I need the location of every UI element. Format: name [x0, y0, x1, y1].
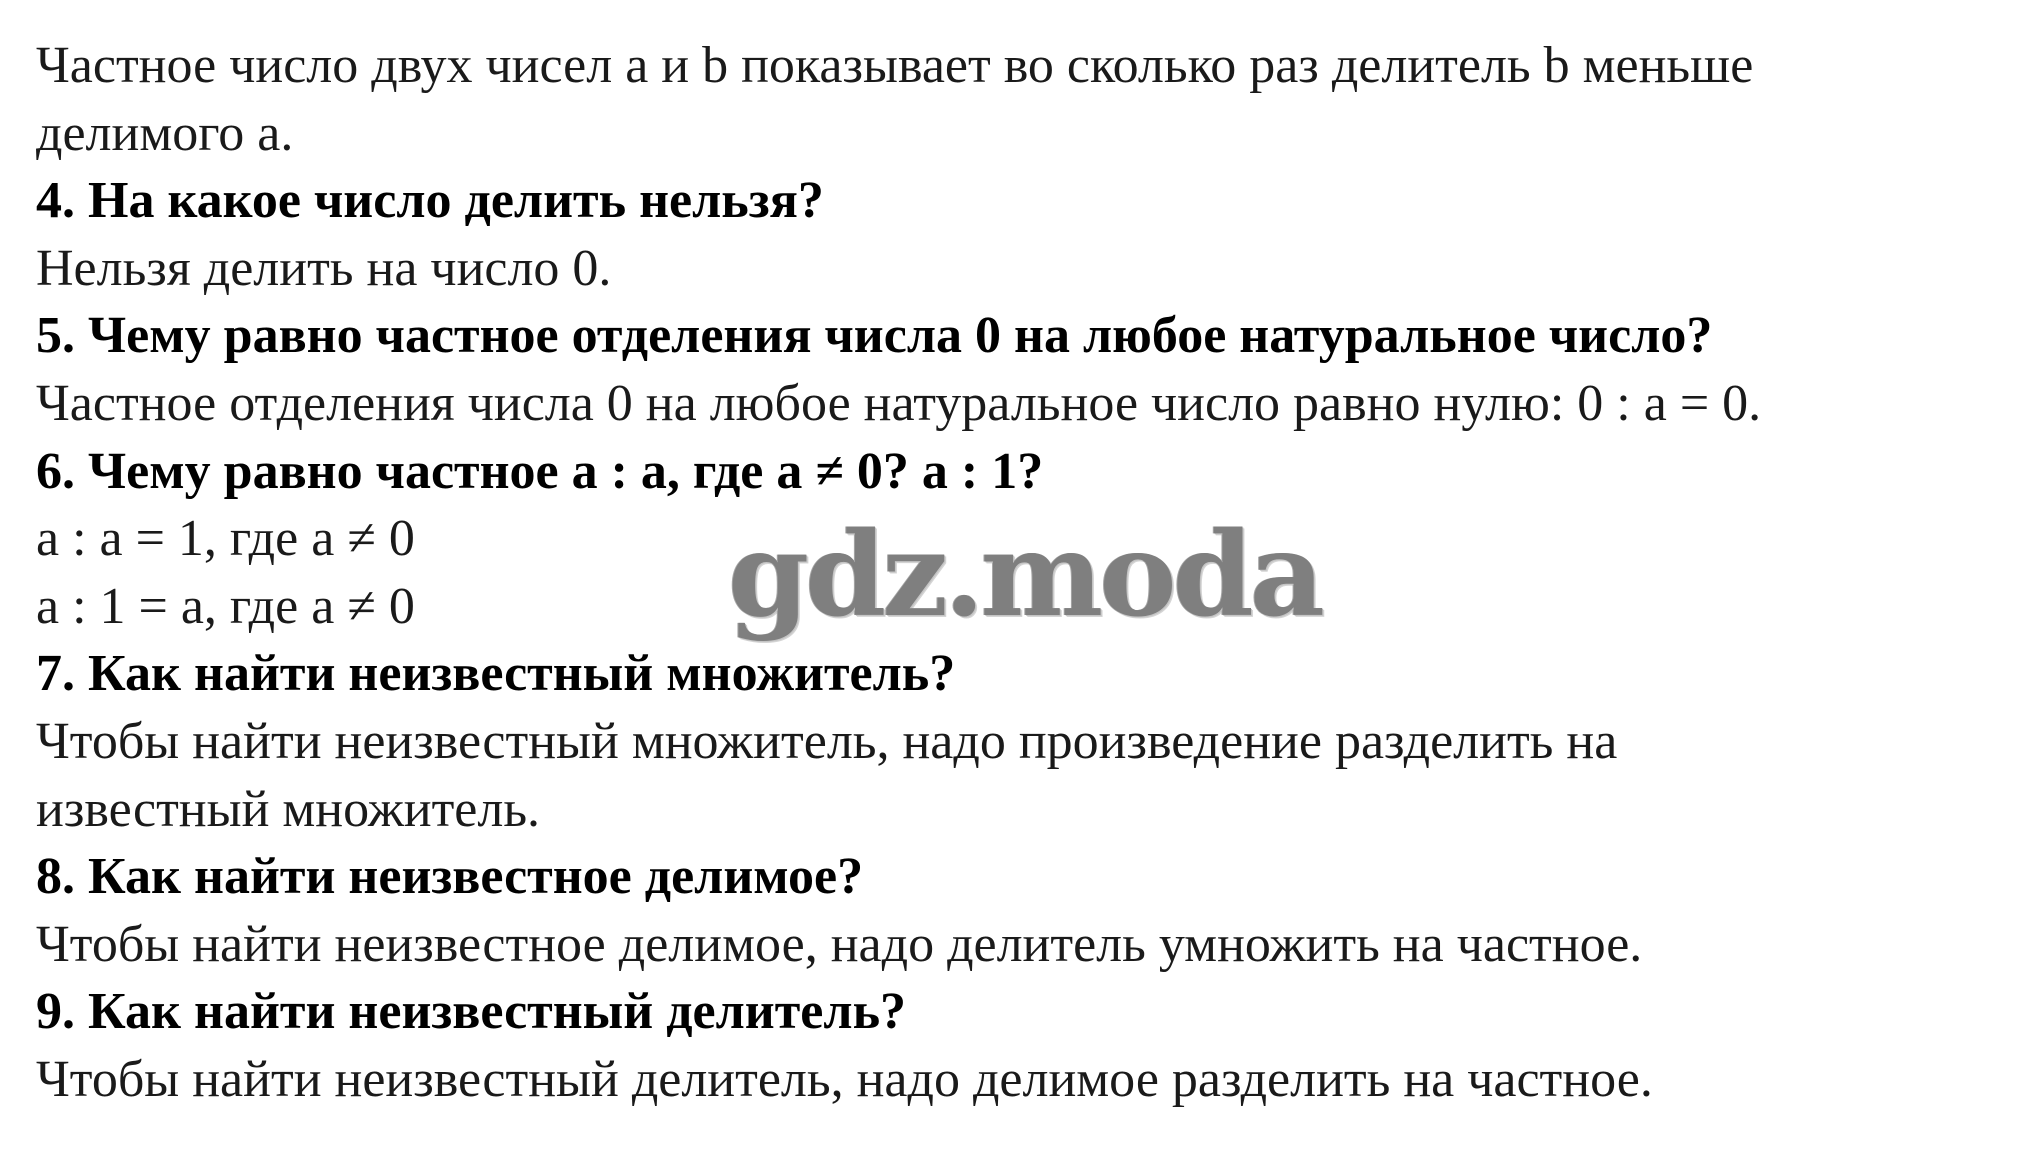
answer-line: Частное число двух чисел a и b показывает во сколько раз делитель b меньше: [36, 37, 1754, 94]
answer-line: Частное отделения числа 0 на любое натуральное число равно нулю: 0 : a = 0.: [36, 374, 1762, 432]
answer-line: известный множитель.: [36, 780, 541, 838]
answer-line: a : a = 1, где a ≠ 0: [36, 510, 415, 568]
question-heading: 4. На какое число делить нельзя?: [36, 172, 824, 230]
answer-line: Чтобы найти неизвестный множитель, надо произведение разделить на: [36, 712, 1618, 770]
question-heading: 9. Как найти неизвестный делитель?: [36, 983, 907, 1041]
answer-line: Нельзя делить на число 0.: [36, 239, 612, 297]
question-heading: 6. Чему равно частное a : a, где a ≠ 0? a : 1?: [36, 442, 1044, 500]
answer-line: a : 1 = a, где a ≠ 0: [36, 577, 415, 635]
answer-line: Чтобы найти неизвестное делимое, надо делитель умножить на частное.: [36, 915, 1643, 973]
question-heading: 7. Как найти неизвестный множитель?: [36, 645, 956, 703]
watermark-logo: gdz.moda: [728, 507, 1321, 643]
question-heading: 8. Как найти неизвестное делимое?: [36, 848, 864, 906]
answer-line: делимого a.: [36, 104, 294, 162]
question-heading: 5. Чему равно частное отделения числа 0 на любое натуральное число?: [36, 307, 1713, 365]
answer-line: Чтобы найти неизвестный делитель, надо делимое разделить на частное.: [36, 1050, 1653, 1108]
